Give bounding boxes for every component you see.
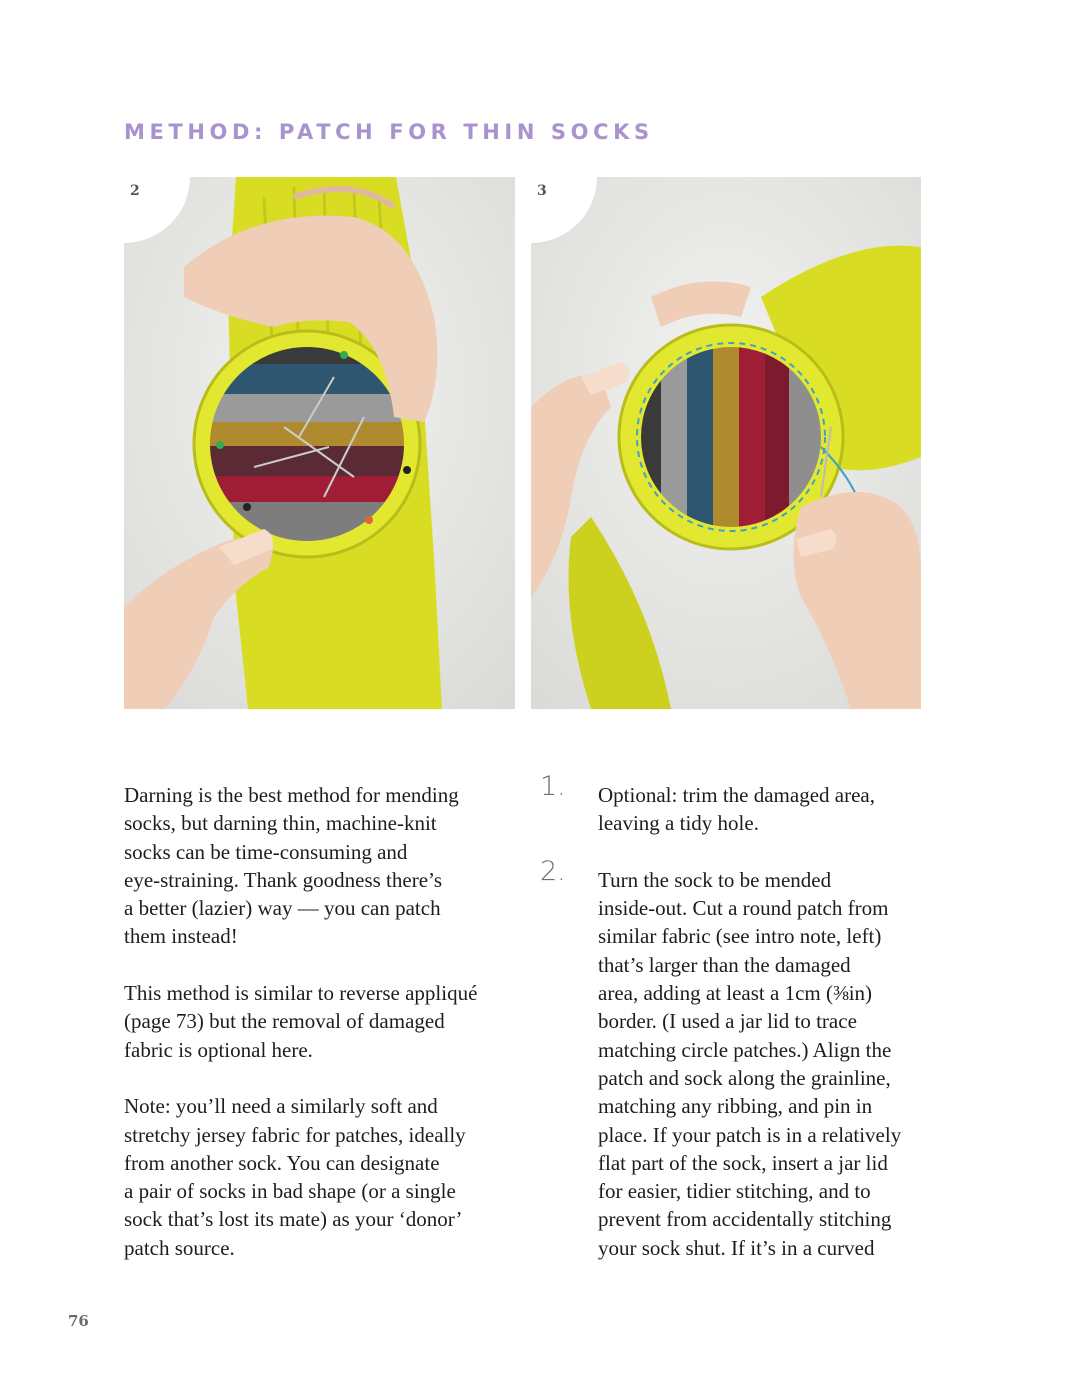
photo-number: 3: [537, 183, 547, 199]
text-line: place. If your patch is in a relatively: [598, 1122, 902, 1147]
photo-number: 2: [130, 183, 140, 199]
text-line: sock that’s lost its mate) as your ‘donor’: [124, 1207, 463, 1232]
text-line: socks can be time-consuming and: [124, 839, 408, 864]
step-1: [540, 771, 930, 838]
sock-pinned-patch-illustration: [124, 177, 515, 709]
text-line: Darning is the best method for mending: [124, 783, 459, 807]
step-2: [540, 855, 930, 1262]
step-number: 1.: [540, 771, 566, 802]
step-number: 2.: [540, 855, 566, 887]
sock-stitched-patch-illustration: [531, 177, 921, 709]
text-line: from another sock. You can designate: [124, 1150, 440, 1175]
text-line: a better (lazier) way — you can patch: [124, 896, 441, 921]
text-line: This method is similar to reverse appliqué: [124, 981, 478, 1006]
text-line: matching any ribbing, and pin in: [598, 1094, 873, 1119]
photo-step-2: [124, 177, 515, 709]
intro-text-column: [124, 781, 504, 1290]
steps-column: [540, 771, 930, 1290]
text-line: socks, but darning thin, machine-knit: [124, 811, 437, 836]
text-line: Optional: trim the damaged area,: [598, 783, 875, 807]
text-line: (page 73) but the removal of damaged: [124, 1009, 445, 1034]
text-line: border. (I used a jar lid to trace: [598, 1009, 857, 1034]
text-line: inside-out. Cut a round patch from: [598, 896, 889, 921]
section-heading: METHOD: PATCH FOR THIN SOCKS: [124, 120, 654, 144]
text-line: them instead!: [124, 924, 238, 949]
photo-step-3: [531, 177, 921, 709]
text-line: patch source.: [124, 1235, 235, 1260]
note-paragraph: [124, 1092, 504, 1262]
text-line: matching circle patches.) Align the: [598, 1037, 892, 1062]
text-line: prevent from accidentally stitching: [598, 1207, 892, 1232]
intro-paragraph: [124, 781, 504, 951]
text-line: eye-straining. Thank goodness there’s: [124, 867, 443, 892]
method-paragraph: [124, 979, 504, 1064]
text-line: a pair of socks in bad shape (or a single: [124, 1179, 456, 1204]
page-number: 76: [68, 1312, 89, 1330]
text-line: for easier, tidier stitching, and to: [598, 1179, 871, 1204]
text-line: stretchy jersey fabric for patches, ideally: [124, 1122, 466, 1147]
text-line: flat part of the sock, insert a jar lid: [598, 1150, 888, 1175]
text-line: Note: you’ll need a similarly soft and: [124, 1094, 438, 1119]
text-line: similar fabric (see intro note, left): [598, 924, 882, 949]
text-line: your sock shut. If it’s in a curved: [598, 1235, 875, 1260]
text-line: leaving a tidy hole.: [598, 811, 759, 836]
text-line: area, adding at least a 1cm (⅜in): [598, 981, 873, 1006]
text-line: fabric is optional here.: [124, 1037, 313, 1062]
text-line: that’s larger than the damaged: [598, 952, 851, 977]
text-line: patch and sock along the grainline,: [598, 1065, 891, 1090]
text-line: Turn the sock to be mended: [598, 867, 832, 892]
